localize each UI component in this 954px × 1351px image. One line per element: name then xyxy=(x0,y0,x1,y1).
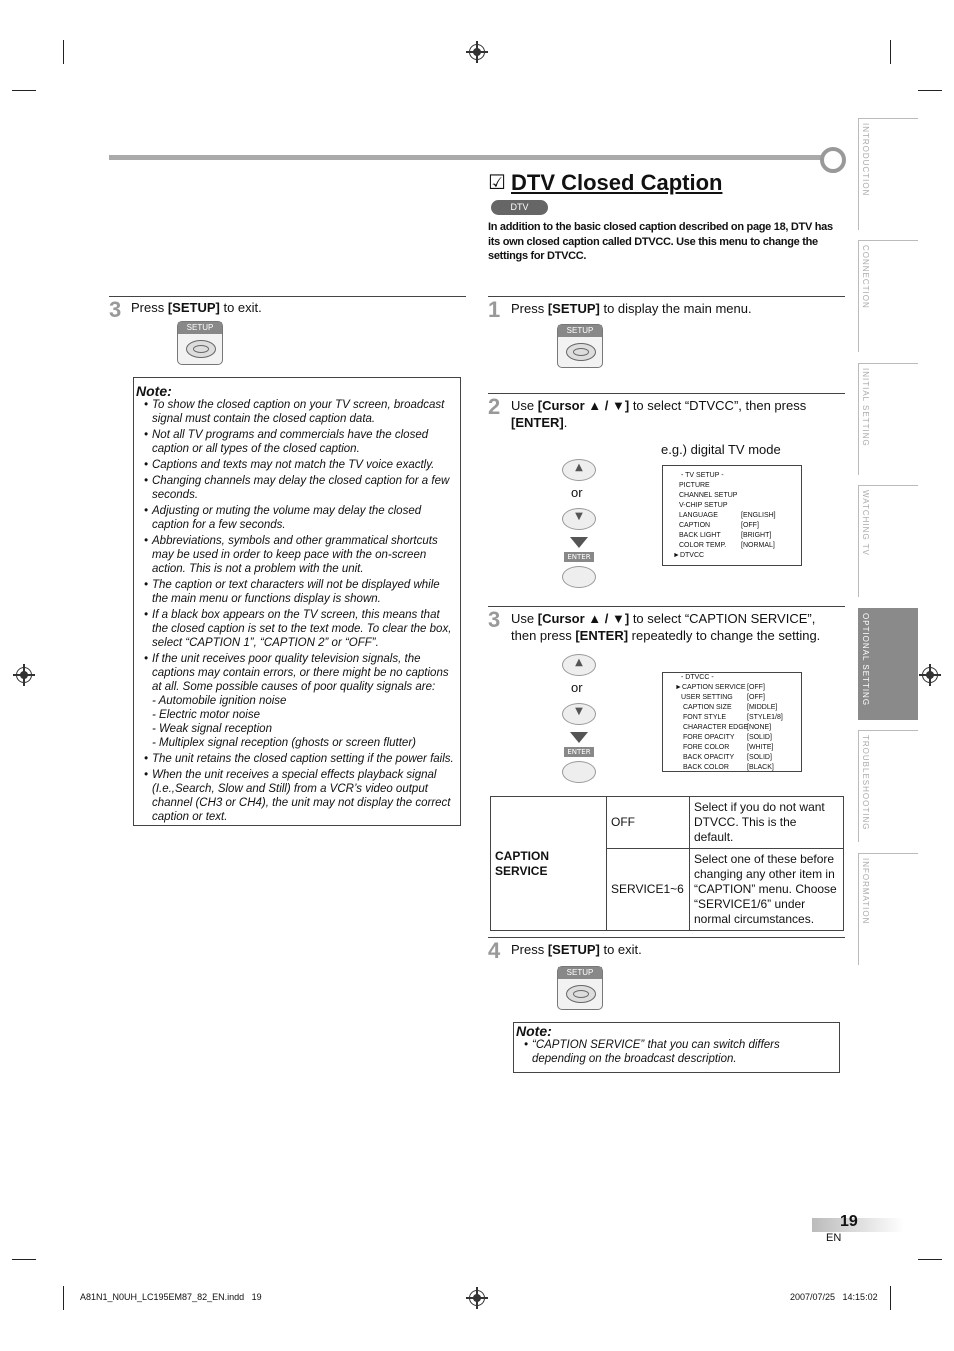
arrow-down-icon xyxy=(570,537,588,548)
divider xyxy=(488,937,845,938)
note-subitem: - Electric motor noise xyxy=(152,709,261,721)
note-item: • Abbreviations, symbols and other grammatical shortcuts may be used in order to keep pace with the on-screen action. This is not a problem with the unit. xyxy=(136,534,454,576)
note-item: • When the unit receives a special effects playback signal (I.e.,Search, Slow and Still) from a VCR’s video output channel (CH3 or CH4), the unit may not display the correct caption or text. xyxy=(136,768,454,824)
header-bar xyxy=(109,155,824,160)
menu-title: - TV SETUP - xyxy=(681,472,724,479)
menu-row[interactable]: CAPTION SIZE [MIDDLE] xyxy=(683,704,778,711)
title-checkbox-icon: ☑ xyxy=(488,170,506,194)
divider xyxy=(488,606,845,607)
menu-row[interactable]: BACK LIGHT [BRIGHT] xyxy=(679,532,772,539)
menu-row-selected[interactable]: ►DTVCC xyxy=(673,552,705,559)
step3-text: Use [Cursor ▲ / ▼] to select “CAPTION SERVICE”, then press [ENTER] repeatedly to change the setting. xyxy=(511,611,821,643)
registration-mark-icon xyxy=(922,667,938,683)
table-description: Select one of these before changing any other item in “CAPTION” menu. Choose “SERVICE1/6” under normal circumstances. xyxy=(690,849,844,931)
note-item: • “CAPTION SERVICE” that you can switch differs depending on the broadcast description. xyxy=(516,1038,833,1066)
step4-text: Press [SETUP] to exit. xyxy=(511,942,642,957)
left-step3-text: Press [SETUP] to exit. xyxy=(131,300,262,315)
menu-title: - DTVCC - xyxy=(681,674,714,681)
step-number: 3 xyxy=(488,607,501,632)
button-oval-icon xyxy=(566,343,596,361)
page-title: DTV Closed Caption xyxy=(511,170,723,195)
note-list xyxy=(516,1038,833,1066)
note-item: • If the unit receives poor quality television signals, the captions may contain errors, or there might be no captions at all. Some possible causes of poor quality signals are: - Automobile ignition noise - Electric motor noise - Weak signal reception - Multiplex signal reception (ghosts or screen flutter) xyxy=(136,652,454,750)
setup-button[interactable]: SETUP xyxy=(557,324,603,368)
note-subitem: - Automobile ignition noise xyxy=(152,695,287,707)
tab-watching-tv[interactable]: WATCHING TV xyxy=(858,485,918,597)
cursor-down-button[interactable] xyxy=(562,703,596,725)
button-oval-icon xyxy=(186,340,216,358)
page-number-bar xyxy=(812,1218,904,1232)
page-number: 19 xyxy=(840,1213,858,1230)
registration-mark-icon xyxy=(469,1290,485,1306)
menu-row[interactable]: CHANNEL SETUP xyxy=(679,492,738,499)
right-note-box xyxy=(513,1022,840,1073)
left-note-box xyxy=(133,377,461,826)
divider xyxy=(488,393,845,394)
table-option: OFF xyxy=(607,797,690,849)
note-item: • Adjusting or muting the volume may delay the closed caption for a few seconds. xyxy=(136,504,454,532)
menu-row[interactable]: BACK OPACITY [SOLID] xyxy=(683,754,772,761)
enter-button[interactable] xyxy=(562,566,596,588)
menu-row[interactable]: LANGUAGE [ENGLISH] xyxy=(679,512,776,519)
tab-connection[interactable]: CONNECTION xyxy=(858,240,918,352)
cursor-down-button[interactable] xyxy=(562,508,596,530)
setup-button[interactable]: SETUP xyxy=(557,966,603,1010)
registration-mark-icon xyxy=(16,667,32,683)
menu-row[interactable]: FORE OPACITY [SOLID] xyxy=(683,734,772,741)
arrow-up-icon: ▲ xyxy=(575,462,583,473)
note-subitem: - Weak signal reception xyxy=(152,723,272,735)
step2-text: Use [Cursor ▲ / ▼] to select “DTVCC”, then press [ENTER]. xyxy=(511,398,807,430)
menu-row[interactable]: USER SETTING [OFF] xyxy=(681,694,765,701)
note-item: • Captions and texts may not match the TV voice exactly. xyxy=(136,458,454,472)
menu-row[interactable]: FONT STYLE [STYLE1/8] xyxy=(683,714,783,721)
arrow-up-icon: ▲ xyxy=(575,657,583,668)
example-label: e.g.) digital TV mode xyxy=(661,442,781,457)
step-number: 2 xyxy=(488,394,501,419)
crop-mark xyxy=(12,1259,36,1260)
arrow-down-icon: ▼ xyxy=(575,511,583,522)
menu-row[interactable]: BACK COLOR [BLACK] xyxy=(683,764,774,771)
crop-mark xyxy=(890,1286,891,1310)
step-number: 4 xyxy=(488,938,501,963)
dtvcc-menu xyxy=(662,672,802,772)
tab-introduction[interactable]: INTRODUCTION xyxy=(858,118,918,230)
tab-troubleshooting[interactable]: TROUBLESHOOTING xyxy=(858,730,918,842)
crop-mark xyxy=(918,90,942,91)
crop-mark xyxy=(12,90,36,91)
enter-label: ENTER xyxy=(564,552,594,562)
enter-button[interactable] xyxy=(562,761,596,783)
menu-row[interactable]: CHARACTER EDGE [NONE] xyxy=(683,724,772,731)
or-label: or xyxy=(571,485,583,500)
table-option: SERVICE1~6 xyxy=(607,849,690,931)
note-item: • The caption or text characters will not be displayed while the main menu or functions display is shown. xyxy=(136,578,454,606)
registration-mark-icon xyxy=(469,44,485,60)
arrow-down-icon: ▼ xyxy=(575,706,583,717)
footer-filename: A81N1_N0UH_LC195EM87_82_EN.indd 19 xyxy=(80,1292,262,1302)
menu-row-selected[interactable]: ►CAPTION SERVICE [OFF] xyxy=(675,684,765,691)
page-lang: EN xyxy=(826,1232,842,1244)
note-title: Note: xyxy=(136,383,172,399)
cursor-up-button[interactable] xyxy=(562,459,596,481)
divider xyxy=(109,296,466,297)
divider xyxy=(488,296,845,297)
note-item: • Changing channels may delay the closed caption for a few seconds. xyxy=(136,474,454,502)
or-label: or xyxy=(571,680,583,695)
tab-optional-setting[interactable]: OPTIONAL SETTING xyxy=(858,608,918,720)
intro-text: In addition to the basic closed caption described on page 18, DTV has its own closed caption called DTVCC. Use this menu to change the settings for DTVCC. xyxy=(488,221,833,262)
step1-text: Press [SETUP] to display the main menu. xyxy=(511,301,752,316)
header-bar-end xyxy=(820,147,846,173)
crop-mark xyxy=(890,40,891,64)
enter-label: ENTER xyxy=(564,747,594,757)
menu-row[interactable]: PICTURE xyxy=(679,482,710,489)
menu-row[interactable]: V-CHIP SETUP xyxy=(679,502,728,509)
step-number: 3 xyxy=(109,297,122,322)
footer-date: 2007/07/25 14:15:02 xyxy=(790,1292,878,1302)
cursor-up-button[interactable] xyxy=(562,654,596,676)
setup-button[interactable]: SETUP xyxy=(177,321,223,365)
menu-row[interactable]: CAPTION [OFF] xyxy=(679,522,759,529)
menu-row[interactable]: COLOR TEMP. [NORMAL] xyxy=(679,542,775,549)
note-item: • The unit retains the closed caption setting if the power fails. xyxy=(136,752,454,766)
crop-mark xyxy=(63,40,64,64)
crop-mark xyxy=(63,1286,64,1310)
table-description: Select if you do not want DTVCC. This is the default. xyxy=(690,797,844,849)
tab-information[interactable]: INFORMATION xyxy=(858,853,918,965)
table-header: CAPTION SERVICE xyxy=(491,797,607,931)
note-item: • If a black box appears on the TV screen, this means that the closed caption is set to the text mode. To clear the box, select “CAPTION 1”, “CAPTION 2” or “OFF”. xyxy=(136,608,454,650)
cursor-pointer-icon: ► xyxy=(673,552,680,559)
crop-mark xyxy=(918,1259,942,1260)
note-item: • Not all TV programs and commercials have the closed caption or all types of the closed caption. xyxy=(136,428,454,456)
step-number: 1 xyxy=(488,297,501,322)
tv-setup-menu xyxy=(662,465,802,566)
note-list xyxy=(136,398,454,824)
menu-row[interactable]: FORE COLOR [WHITE] xyxy=(683,744,774,751)
cursor-pointer-icon: ► xyxy=(675,684,682,691)
dtv-badge: DTV xyxy=(491,200,548,215)
note-title: Note: xyxy=(516,1023,552,1039)
arrow-down-icon xyxy=(570,732,588,743)
tab-initial-setting[interactable]: INITIAL SETTING xyxy=(858,363,918,475)
caption-service-table xyxy=(490,796,844,931)
note-item: • To show the closed caption on your TV screen, broadcast signal must contain the closed caption data. xyxy=(136,398,454,426)
note-subitem: - Multiplex signal reception (ghosts or screen flutter) xyxy=(152,737,416,749)
button-oval-icon xyxy=(566,985,596,1003)
